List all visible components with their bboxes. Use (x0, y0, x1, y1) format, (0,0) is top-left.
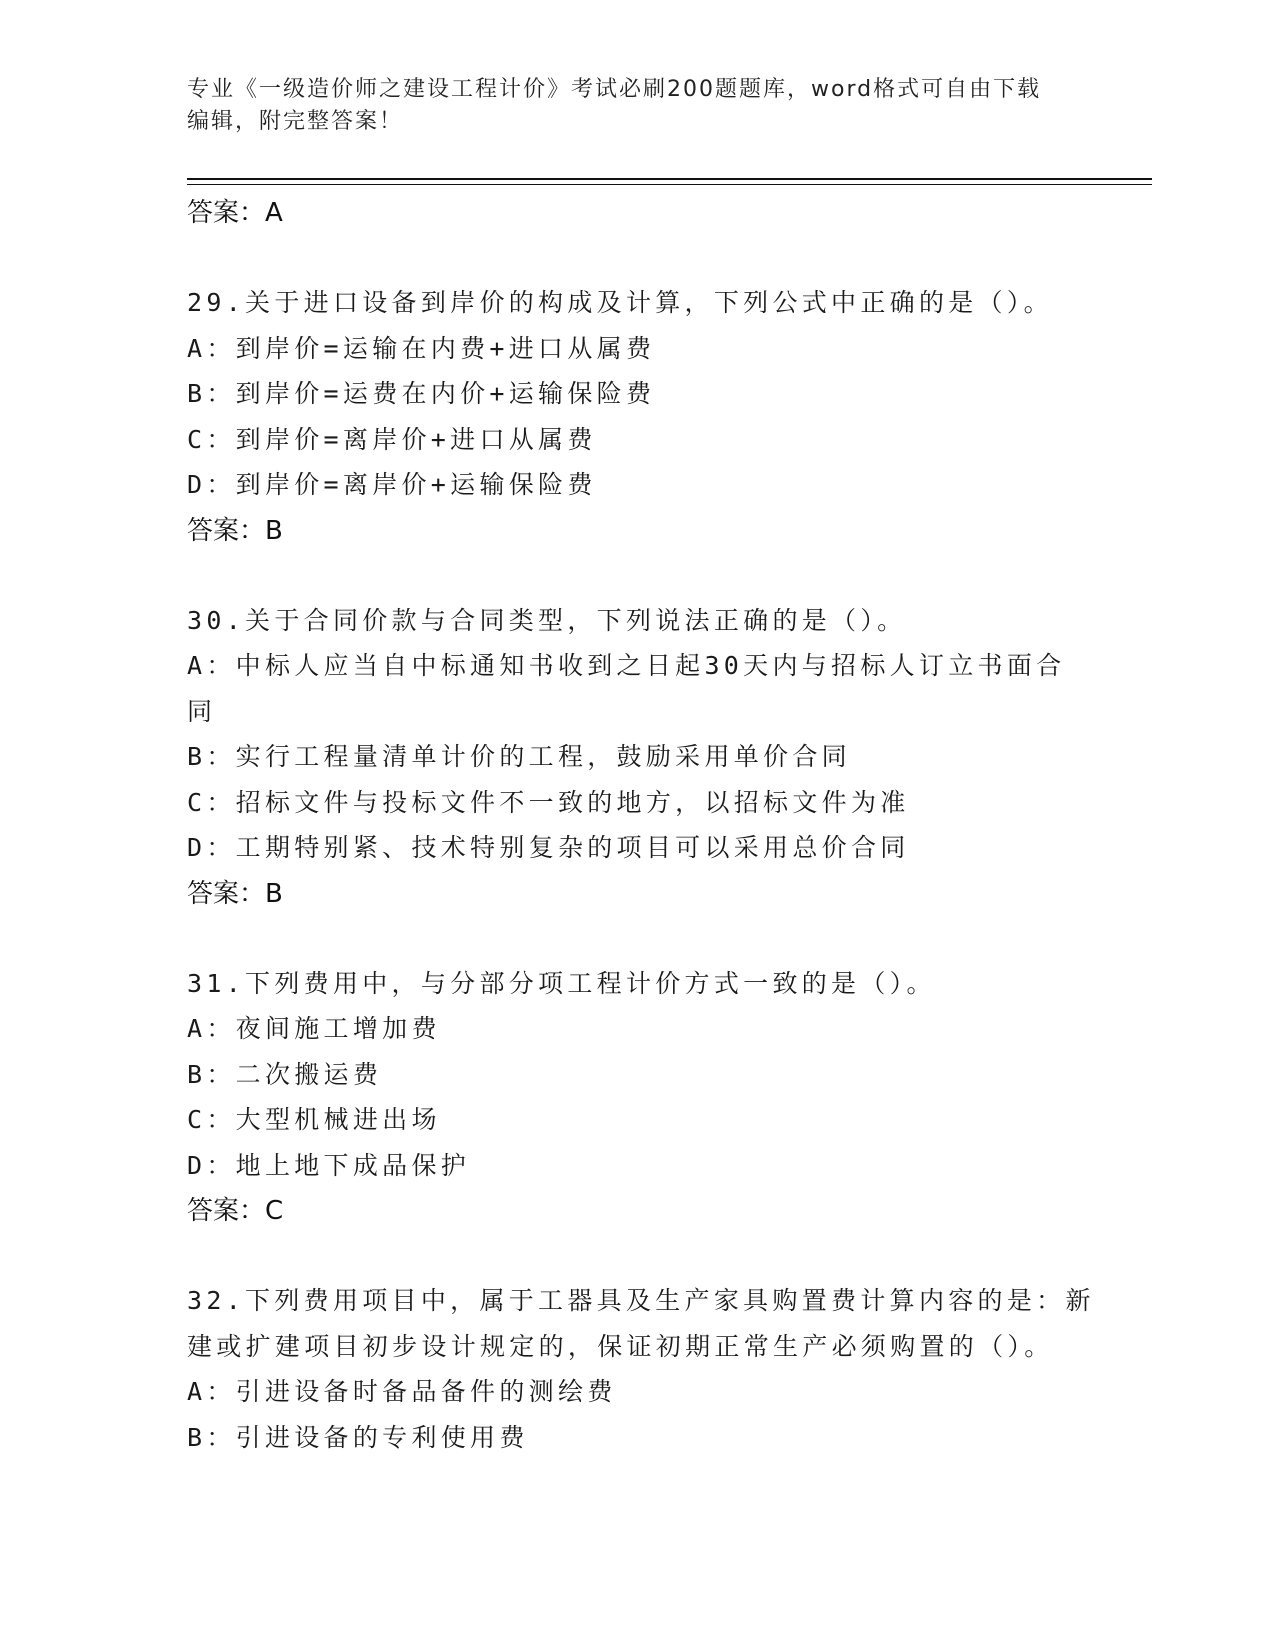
header-line-2: 编辑，附完整答案！ (187, 109, 404, 134)
question-31 (187, 961, 1067, 1235)
header-divider-thin (187, 184, 1152, 185)
question-stem-line-2: 建或扩建项目初步设计规定的，保证初期正常生产必须购置的（）。 (187, 1331, 1054, 1361)
option-d: D：工期特别紧、技术特别复杂的项目可以采用总价合同 (187, 833, 910, 862)
option-c: C：到岸价=离岸价+进口从属费 (187, 424, 597, 454)
option-b: B：到岸价=运费在内价+运输保险费 (187, 379, 656, 408)
question-30 (187, 598, 1067, 917)
question-stem: 30.关于合同价款与合同类型，下列说法正确的是（）。 (187, 605, 907, 635)
question-32 (187, 1278, 1095, 1460)
spacer (187, 917, 1067, 961)
spacer (187, 1234, 1067, 1278)
option-c: C：招标文件与投标文件不一致的地方，以招标文件为准 (187, 787, 910, 817)
header-line-1: 专业《一级造价师之建设工程计价》考试必刷200题题库，word格式可自由下载 (187, 77, 1042, 102)
previous-answer: 答案：A (187, 198, 283, 228)
option-a: A：到岸价=运输在内费+进口从属费 (187, 333, 656, 363)
header-divider-thick (187, 178, 1152, 180)
option-a: A：中标人应当自中标通知书收到之日起30天内与招标人订立书面合同 (187, 651, 1066, 726)
spacer (187, 236, 1067, 280)
option-b: B：二次搬运费 (187, 1059, 383, 1089)
option-b: B：引进设备的专利使用费 (187, 1422, 529, 1452)
question-stem: 29.关于进口设备到岸价的构成及计算，下列公式中正确的是（）。 (187, 288, 1053, 317)
option-d: D：到岸价=离岸价+运输保险费 (187, 470, 597, 499)
question-stem: 31.下列费用中，与分部分项工程计价方式一致的是（）。 (187, 968, 936, 998)
question-29 (187, 280, 1067, 554)
option-a: A：引进设备时备品备件的测绘费 (187, 1377, 617, 1406)
option-d: D：地上地下成品保护 (187, 1150, 471, 1180)
document-body (187, 190, 1095, 1460)
option-a: A：夜间施工增加费 (187, 1014, 441, 1043)
page-header (187, 74, 1067, 138)
option-c: C：大型机械进出场 (187, 1105, 441, 1134)
question-stem-line-1: 32.下列费用项目中，属于工器具及生产家具购置费计算内容的是：新 (187, 1286, 1095, 1315)
answer: 答案：B (187, 878, 283, 909)
option-b: B：实行工程量清单计价的工程，鼓励采用单价合同 (187, 742, 851, 771)
answer: 答案：C (187, 1196, 284, 1226)
answer: 答案：B (187, 515, 283, 546)
spacer (187, 554, 1067, 598)
